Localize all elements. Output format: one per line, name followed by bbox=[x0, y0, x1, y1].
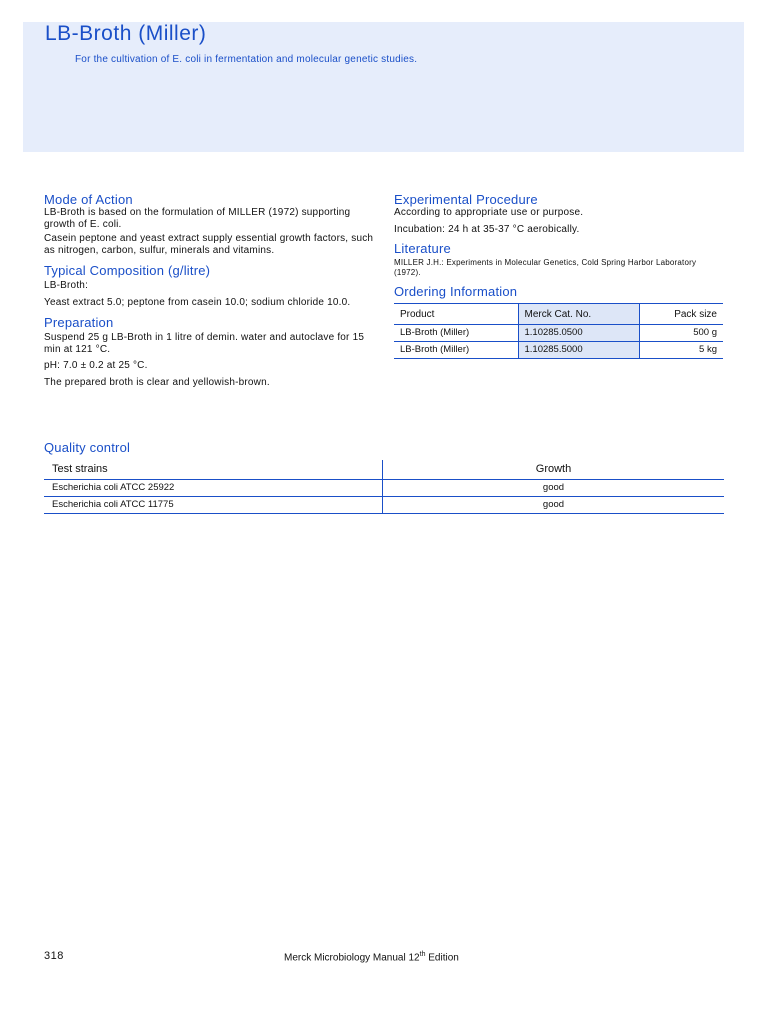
ordering-product-cell: LB-Broth (Miller) bbox=[394, 342, 518, 359]
composition-heading: Typical Composition (g/litre) bbox=[44, 263, 211, 278]
qc-growth-cell: good bbox=[383, 480, 725, 497]
footer-superscript: th bbox=[419, 951, 426, 958]
literature-text: MILLER J.H.: Experiments in Molecular Genetics, Cold Spring Harbor Laboratory (1972). bbox=[394, 258, 697, 277]
page-number: 318 bbox=[44, 950, 64, 962]
footer-text-main: Merck Microbiology Manual 12 bbox=[284, 952, 420, 964]
ordering-cat-no-cell: 1.10285.0500 bbox=[518, 325, 639, 342]
table-row bbox=[44, 480, 724, 497]
ordering-pack-size-cell: 500 g bbox=[639, 325, 723, 342]
qc-header-row bbox=[44, 460, 724, 480]
procedure-text-2: Incubation: 24 h at 35-37 °C aerobically. bbox=[394, 223, 580, 235]
table-row bbox=[394, 325, 723, 342]
right-column bbox=[394, 192, 724, 359]
ordering-product-cell: LB-Broth (Miller) bbox=[394, 325, 518, 342]
qc-col-growth: Growth bbox=[383, 460, 725, 480]
ordering-pack-size-cell: 5 kg bbox=[639, 342, 723, 359]
composition-text-2: Yeast extract 5.0; peptone from casein 10.0; sodium chloride 10.0. bbox=[44, 296, 351, 308]
page-subtitle: For the cultivation of E. coli in fermentation and molecular genetic studies. bbox=[75, 54, 418, 65]
qc-strain-cell: Escherichia coli ATCC 25922 bbox=[44, 480, 383, 497]
qc-col-test-strains: Test strains bbox=[44, 460, 383, 480]
page-title: LB-Broth (Miller) bbox=[45, 22, 207, 45]
left-column bbox=[44, 192, 374, 388]
preparation-heading: Preparation bbox=[44, 315, 114, 330]
ordering-col-pack-size: Pack size bbox=[639, 304, 723, 325]
footer-text-tail: Edition bbox=[425, 952, 459, 964]
ordering-header-row bbox=[394, 304, 723, 325]
mode-of-action-heading: Mode of Action bbox=[44, 192, 133, 207]
literature-heading: Literature bbox=[394, 241, 451, 256]
footer-title bbox=[284, 951, 459, 963]
preparation-text-3: The prepared broth is clear and yellowish-brown. bbox=[44, 376, 270, 388]
ordering-col-product: Product bbox=[394, 304, 518, 325]
ordering-col-cat-no: Merck Cat. No. bbox=[518, 304, 639, 325]
ordering-heading: Ordering Information bbox=[394, 284, 518, 299]
table-row bbox=[44, 497, 724, 514]
preparation-text-1: Suspend 25 g LB-Broth in 1 litre of demin. water and autoclave for 15 min at 121 °C. bbox=[44, 332, 365, 355]
quality-control-heading: Quality control bbox=[44, 440, 131, 455]
mode-of-action-text-2: Casein peptone and yeast extract supply essential growth factors, such as nitrogen, carbon, sulfur, minerals and vitamins. bbox=[44, 233, 374, 256]
composition-text-1: LB-Broth: bbox=[44, 280, 89, 291]
preparation-text-2: pH: 7.0 ± 0.2 at 25 °C. bbox=[44, 360, 148, 371]
procedure-text-1: According to appropriate use or purpose. bbox=[394, 207, 584, 218]
ordering-cat-no-cell: 1.10285.5000 bbox=[518, 342, 639, 359]
qc-strain-cell: Escherichia coli ATCC 11775 bbox=[44, 497, 383, 514]
qc-growth-cell: good bbox=[383, 497, 725, 514]
procedure-heading: Experimental Procedure bbox=[394, 192, 538, 207]
quality-control-table bbox=[44, 460, 724, 514]
table-row bbox=[394, 342, 723, 359]
mode-of-action-text-1: LB-Broth is based on the formulation of MILLER (1972) supporting growth of E. coli. bbox=[44, 207, 351, 230]
ordering-table bbox=[394, 303, 723, 359]
